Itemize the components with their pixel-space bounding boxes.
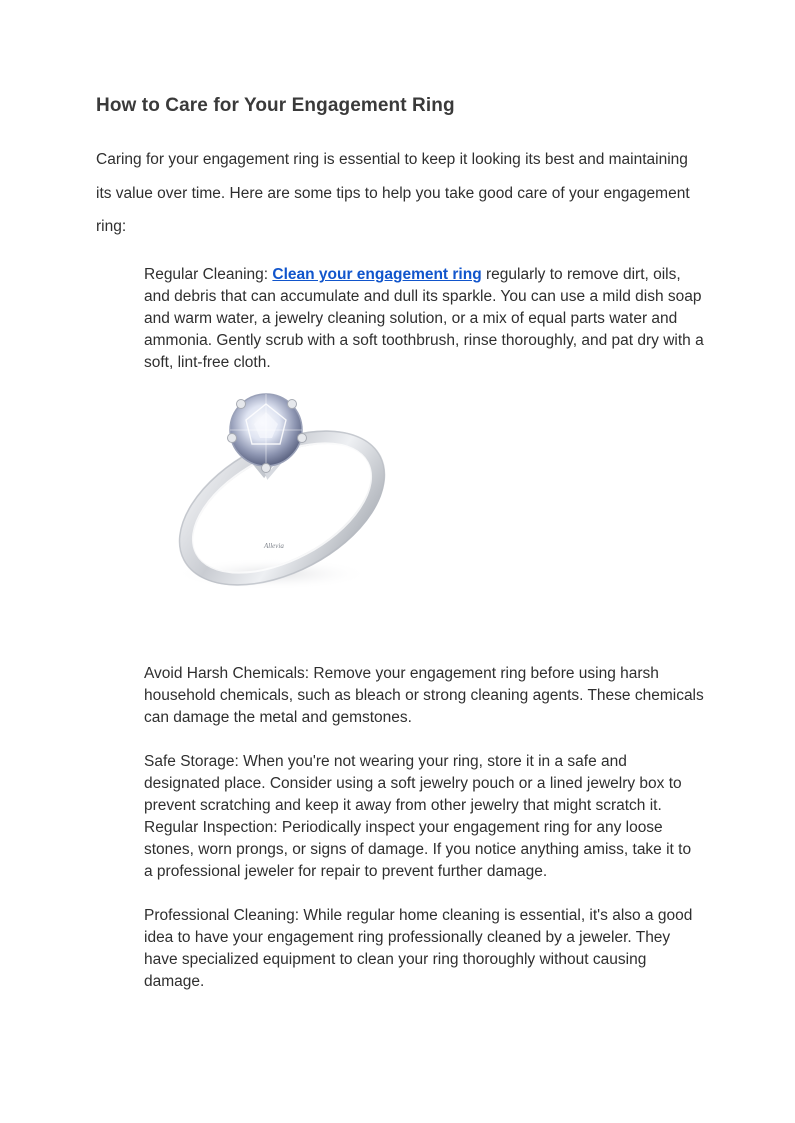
cleaning-rest: regularly to remove dirt, oils, and debris that can accumulate and dull its sparkle. You can use a mild dish soap and warm water, a jewelry cleaning solution, or a mix of equal parts water and ammonia. Gently scrub with a soft toothbrush, rinse thoroughly, and pat dry with a soft, lint-free cloth. [144,266,704,371]
intro-paragraph: Caring for your engagement ring is essential to keep it looking its best and maintaining its value over time. Here are some tips to help you take good care of your engagement ring: [96,151,690,235]
tip-regular-cleaning [144,264,704,374]
page-title: How to Care for Your Engagement Ring [96,95,455,116]
diamond-ring-icon [160,382,392,597]
cleaning-lead: Regular Cleaning: [144,266,273,283]
chemicals-paragraph: Avoid Harsh Chemicals: Remove your engagement ring before using harsh household chemicals, such as bleach or strong cleaning agents. These chemicals can damage the metal and gemstones. [144,665,704,726]
ring-image [160,382,392,597]
clean-ring-link[interactable]: Clean your engagement ring [272,266,482,283]
cleaning-paragraph [144,264,704,374]
storage-inspection-paragraph: Safe Storage: When you're not wearing your ring, store it in a safe and designated place. Consider using a soft jewelry pouch or a lined jewelry box to prevent scratching and keep it away from other jewelry that might scratch it. Regular Inspection: Periodically inspect your engagement ring for any loose stones, worn prongs, or signs of damage. If you notice anything amiss, take it to a professional jeweler for repair to prevent further damage. [144,753,692,880]
band-engraving: Allevia [264,542,284,550]
professional-cleaning-paragraph: Professional Cleaning: While regular home cleaning is essential, it's also a good idea to have your engagement ring professionally cleaned by a jeweler. They have specialized equipment to clean your ring thoroughly without causing damage. [144,907,693,990]
